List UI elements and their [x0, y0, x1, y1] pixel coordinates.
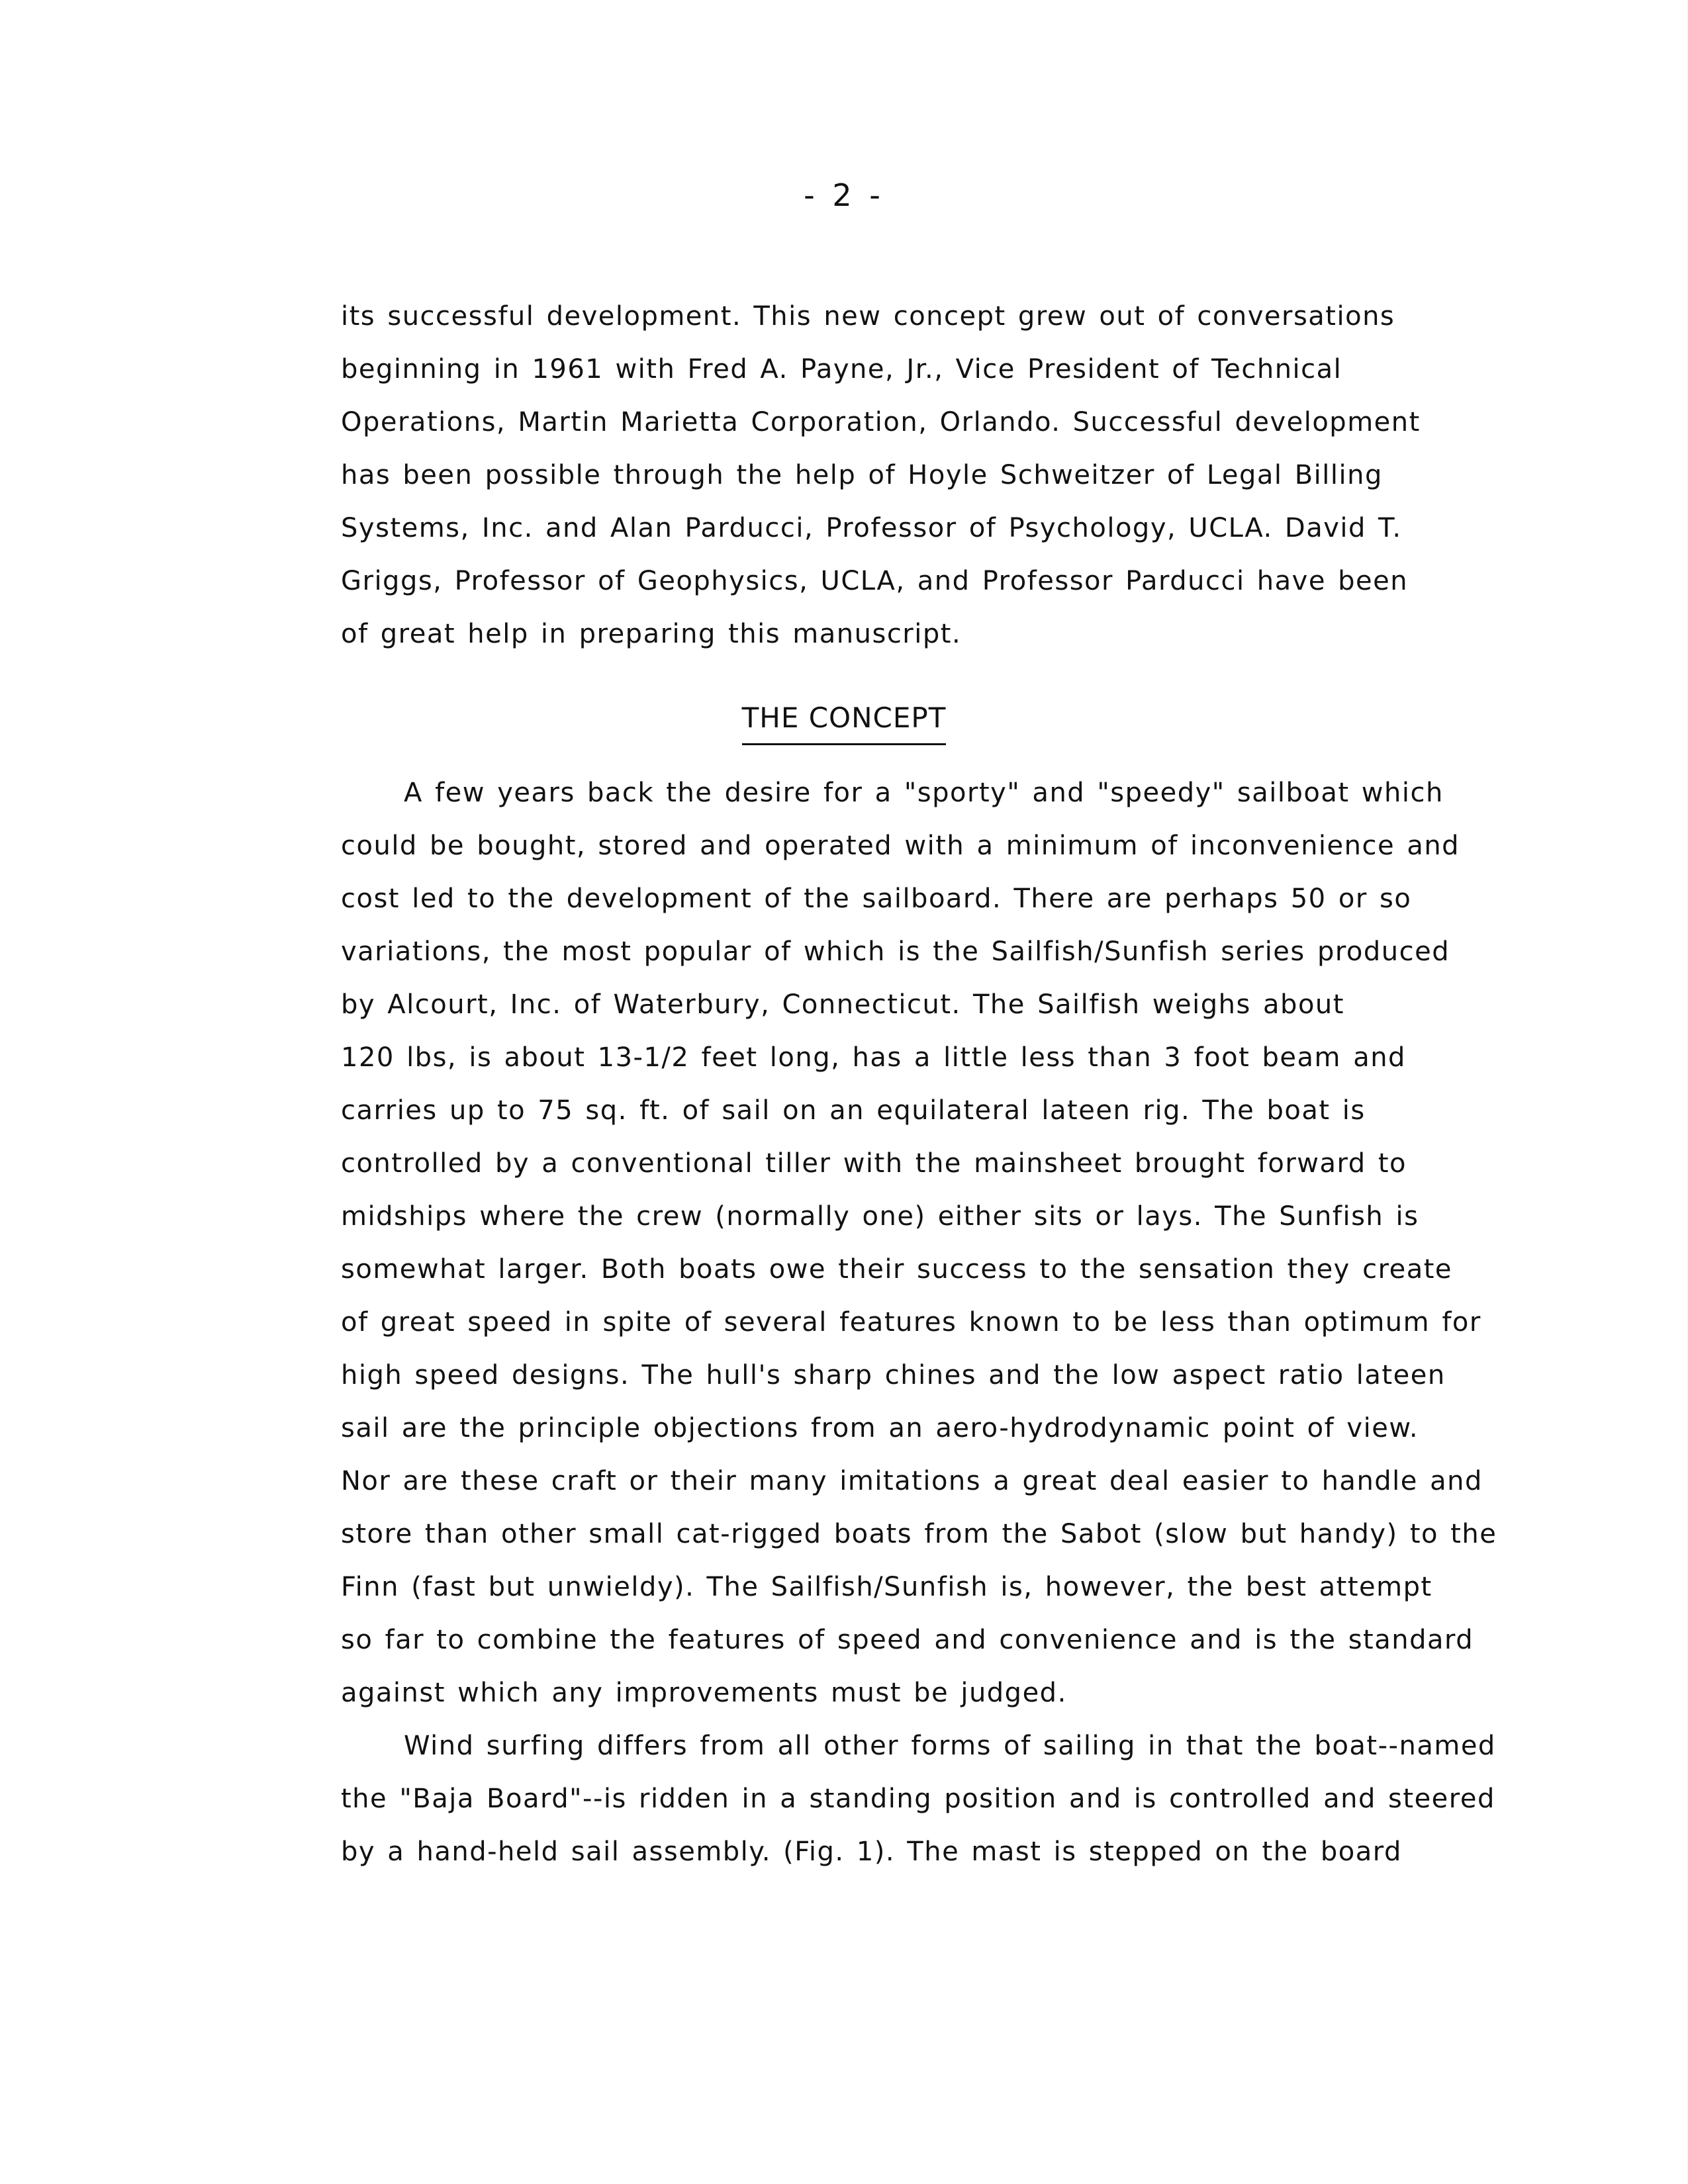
text-line: could be bought, stored and operated with a minimum of inconvenience and — [341, 831, 1460, 861]
text-line: has been possible through the help of Hoyle Schweitzer of Legal Billing — [341, 460, 1383, 490]
text-line: beginning in 1961 with Fred A. Payne, Jr., Vice President of Technical — [341, 354, 1342, 385]
text-line: so far to combine the features of speed and convenience and is the standard — [341, 1625, 1474, 1655]
text-line: A few years back the desire for a "sporty" and "speedy" sailboat which — [404, 778, 1444, 808]
text-line: Griggs, Professor of Geophysics, UCLA, and Professor Parducci have been — [341, 566, 1409, 596]
text-line: high speed designs. The hull's sharp chines and the low aspect ratio lateen — [341, 1360, 1446, 1390]
text-line: carries up to 75 sq. ft. of sail on an equilateral lateen rig. The boat is — [341, 1095, 1366, 1126]
page-number: - 2 - — [804, 177, 884, 213]
text-line: cost led to the development of the sailboard. There are perhaps 50 or so — [341, 884, 1412, 914]
text-line: Operations, Martin Marietta Corporation, Orlando. Successful development — [341, 407, 1421, 437]
text-line: Nor are these craft or their many imitations a great deal easier to handle and — [341, 1466, 1483, 1496]
section-heading — [0, 702, 1688, 745]
text-line: Systems, Inc. and Alan Parducci, Professor of Psychology, UCLA. David T. — [341, 513, 1402, 543]
text-line: somewhat larger. Both boats owe their success to the sensation they create — [341, 1254, 1453, 1285]
text-line: controlled by a conventional tiller with the mainsheet brought forward to — [341, 1148, 1407, 1179]
text-line: by Alcourt, Inc. of Waterbury, Connecticut. The Sailfish weighs about — [341, 989, 1344, 1020]
text-line: against which any improvements must be judged. — [341, 1678, 1067, 1708]
text-line: store than other small cat-rigged boats from the Sabot (slow but handy) to the — [341, 1519, 1497, 1549]
text-line: variations, the most popular of which is the Sailfish/Sunfish series produced — [341, 936, 1450, 967]
text-line: 120 lbs, is about 13-1/2 feet long, has a little less than 3 foot beam and — [341, 1042, 1406, 1073]
text-line: sail are the principle objections from an aero-hydrodynamic point of view. — [341, 1413, 1419, 1443]
text-line: its successful development. This new concept grew out of conversations — [341, 301, 1395, 332]
text-line: of great speed in spite of several features known to be less than optimum for — [341, 1307, 1481, 1338]
text-line: the "Baja Board"--is ridden in a standing position and is controlled and steered — [341, 1784, 1495, 1814]
text-line: midships where the crew (normally one) either sits or lays. The Sunfish is — [341, 1201, 1419, 1232]
text-line: by a hand-held sail assembly. (Fig. 1). The mast is stepped on the board — [341, 1837, 1402, 1867]
text-line: Wind surfing differs from all other forms of sailing in that the boat--named — [404, 1731, 1496, 1761]
text-line: Finn (fast but unwieldy). The Sailfish/Sunfish is, however, the best attempt — [341, 1572, 1432, 1602]
section-heading-text: THE CONCEPT — [742, 702, 947, 745]
text-line: of great help in preparing this manuscript. — [341, 619, 962, 649]
